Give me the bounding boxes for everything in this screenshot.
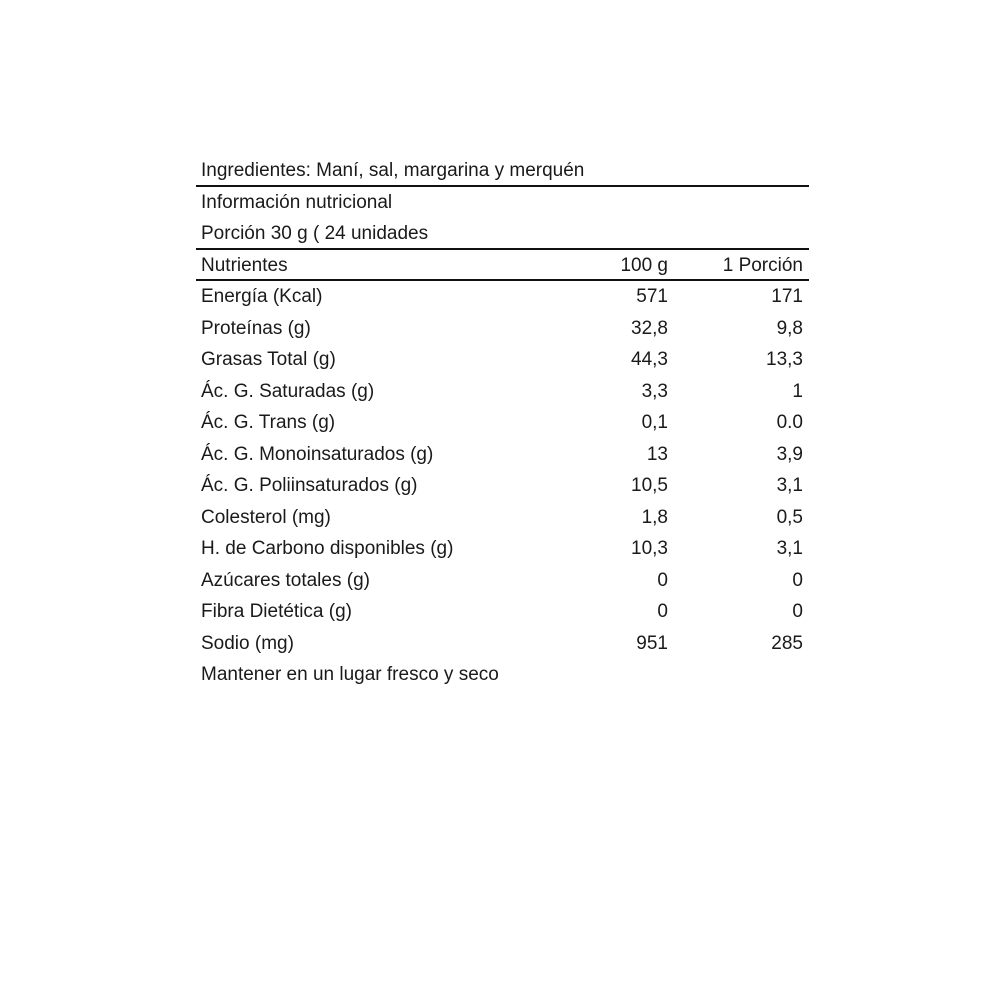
table-row <box>196 407 809 439</box>
value-per-portion: 1 <box>792 380 803 402</box>
value-per-100g: 10,5 <box>631 475 668 496</box>
value-per-portion: 9,8 <box>776 317 803 339</box>
portion-row <box>196 218 809 250</box>
value-per-portion: 3,9 <box>776 443 803 465</box>
value-per-portion: 285 <box>771 632 803 654</box>
table-row <box>196 533 809 565</box>
value-per-portion: 0,5 <box>776 506 803 528</box>
ingredients-text: Ingredientes: Maní, sal, margarina y merquén <box>201 160 585 181</box>
table-row <box>196 313 809 345</box>
value-per-100g: 44,3 <box>631 349 668 370</box>
value-per-100g: 10,3 <box>631 538 668 559</box>
value-per-portion: 0 <box>792 569 803 591</box>
info-title-row <box>196 187 809 219</box>
nutrition-label <box>196 155 809 691</box>
table-row <box>196 344 809 376</box>
nutrient-name: Fibra Dietética (g) <box>201 601 352 622</box>
nutrient-name: Grasas Total (g) <box>201 349 336 370</box>
table-row <box>196 439 809 471</box>
table-row <box>196 502 809 534</box>
table-row <box>196 281 809 313</box>
ingredients-row <box>196 155 809 187</box>
value-per-portion: 171 <box>771 286 803 307</box>
info-title: Información nutricional <box>201 191 393 213</box>
nutrient-name: Azúcares totales (g) <box>201 569 370 591</box>
value-per-100g: 571 <box>636 286 668 307</box>
nutrient-name: Sodio (mg) <box>201 632 294 654</box>
value-per-portion: 0.0 <box>776 412 803 433</box>
value-per-100g: 0 <box>657 601 668 622</box>
table-row <box>196 565 809 597</box>
value-per-100g: 0 <box>657 569 668 591</box>
value-per-portion: 0 <box>792 601 803 622</box>
header-per-100g: 100 g <box>620 254 668 276</box>
nutrient-name: Energía (Kcal) <box>201 286 323 307</box>
storage-row <box>196 659 809 691</box>
nutrient-name: Proteínas (g) <box>201 317 311 339</box>
nutrient-name: Ác. G. Monoinsaturados (g) <box>201 443 434 465</box>
storage-text: Mantener en un lugar fresco y seco <box>201 664 499 685</box>
value-per-portion: 3,1 <box>776 538 803 559</box>
value-per-100g: 13 <box>646 443 668 465</box>
value-per-portion: 13,3 <box>766 349 803 370</box>
header-per-portion: 1 Porción <box>722 254 803 276</box>
nutrient-name: Ác. G. Saturadas (g) <box>201 380 375 402</box>
value-per-100g: 0,1 <box>641 412 668 433</box>
portion-text: Porción 30 g ( 24 unidades <box>201 223 429 244</box>
value-per-100g: 951 <box>636 632 668 654</box>
table-row <box>196 596 809 628</box>
table-header <box>196 250 809 282</box>
table-row <box>196 376 809 408</box>
table-row <box>196 628 809 660</box>
header-nutrients: Nutrientes <box>201 254 288 276</box>
nutrient-name: H. de Carbono disponibles (g) <box>201 538 454 559</box>
nutrient-name: Colesterol (mg) <box>201 506 331 528</box>
value-per-portion: 3,1 <box>776 475 803 496</box>
value-per-100g: 1,8 <box>641 506 668 528</box>
value-per-100g: 3,3 <box>641 380 668 402</box>
table-row <box>196 470 809 502</box>
nutrient-name: Ác. G. Poliinsaturados (g) <box>201 475 418 496</box>
nutrient-name: Ác. G. Trans (g) <box>201 412 336 433</box>
value-per-100g: 32,8 <box>631 317 668 339</box>
